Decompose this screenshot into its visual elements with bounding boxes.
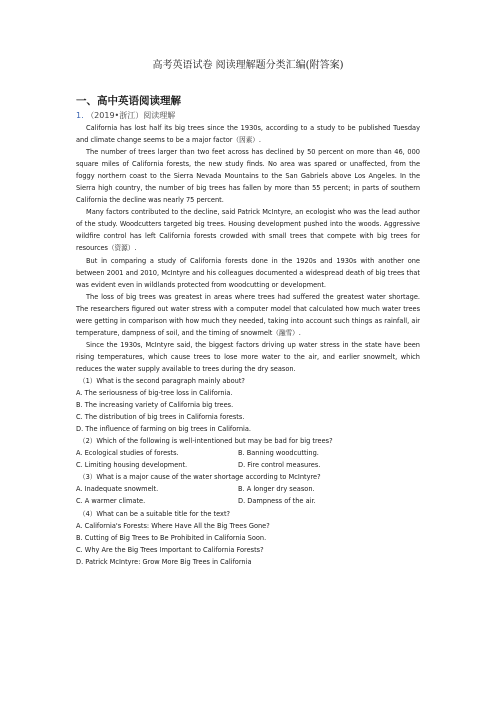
option-row [76,459,420,471]
answer-option: C. The distribution of big trees in California forests. [76,413,245,422]
answer-option: C. A warmer climate. [76,497,146,506]
passage-paragraph: The loss of big trees was greatest in areas where trees had suffered the greatest water shortage. The researchers figured out water stress with a computer model that calculated how much water trees were getting in comparison with how much they needed, taking into account such things as rainfall, air temperature, dampness of soil, and the timing of snowmelt（融雪）. [76,292,420,337]
option-row [76,483,420,495]
passage-paragraph: The number of trees larger than two feet across has declined by 50 percent on more than 46, 000 square miles of California forests, the new study finds. No area was spared or unaffected, from the foggy northern coast to the Sierra Nevada Mountains to the San Gabriels above Los Angeles. In the Sierra high country, the number of big trees has fallen by more than 55 percent; in parts of southern California the decline was nearly 75 percent. [76,148,420,205]
answer-option: A. Ecological studies of forests. [76,449,179,458]
answer-option: C. Limiting housing development. [76,461,188,470]
passage-paragraph: Since the 1930s, McIntyre said, the biggest factors driving up water stress in the state have been rising temperatures, which cause trees to lose more water to the air, and earlier snowmelt, which reduces the water supply available to trees during the dry season. [76,340,420,373]
document-title: 高考英语试卷 阅读理解题分类汇编(附答案) [152,60,344,71]
answer-option: B. Banning woodcutting. [238,449,319,458]
answer-option: D. Dampness of the air. [238,497,316,506]
answer-option: D. Fire control measures. [238,461,321,470]
answer-option: D. The influence of farming on big trees in California. [76,425,252,434]
answer-option: B. A longer dry season. [238,485,315,494]
question-stem: （4）What can be a suitable title for the text? [79,509,231,518]
question-stem: （2）Which of the following is well-intentioned but may be bad for big trees? [79,437,333,446]
passage-paragraph: But in comparing a study of California forests done in the 1920s and 1930s with another one between 2001 and 2010, McIntyre and his colleagues documented a widespread death of big trees that was evident even in wildlands protected from woodcutting or development. [76,256,420,289]
passage-paragraph: California has lost half its big trees since the 1930s, according to a study to be published Tuesday and climate change seems to be a major factor（因素）. [76,124,420,145]
section-heading: 一、高中英语阅读理解 [76,95,181,107]
passage-paragraph: Many factors contributed to the decline, said Patrick McIntyre, an ecologist who was the lead author of the study. Woodcutters targeted big trees. Housing development pushed into the woods. Aggressive wildfire control has left California forests crowded with small trees that compete with big trees for resources（资源）. [76,208,420,253]
answer-option: D. Patrick McIntyre: Grow More Big Trees in California [76,557,252,566]
answer-option: A. Inadequate snowmelt. [76,485,159,494]
question-stem: （1）What is the second paragraph mainly about? [79,376,245,385]
option-row [76,447,420,459]
reading-body [76,122,420,568]
question-number: 1. [76,111,84,120]
answer-option: A. The seriousness of big-tree loss in California. [76,389,233,398]
answer-option: C. Why Are the Big Trees Important to California Forests? [76,545,264,554]
answer-option: A. California's Forests: Where Have All the Big Trees Gone? [76,521,270,530]
question-header [76,110,175,121]
answer-option: B. Cutting of Big Trees to Be Prohibited in California Soon. [76,533,267,542]
question-source: （2019•浙江）阅读理解 [86,111,176,120]
question-stem: （3）What is a major cause of the water shortage according to McIntyre? [79,473,321,482]
answer-option: B. The increasing variety of California big trees. [76,401,234,410]
option-row [76,495,420,507]
